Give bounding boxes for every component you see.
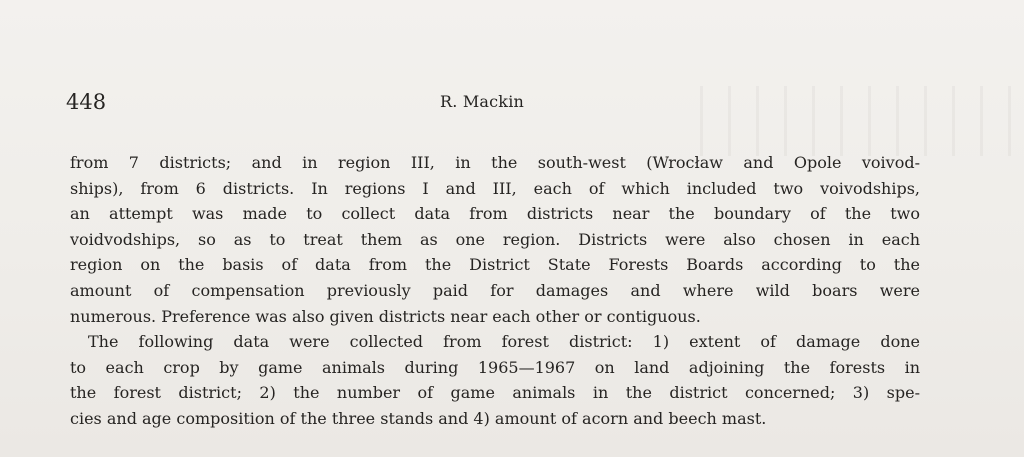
paragraph-1	[70, 150, 920, 329]
text-line: to each crop by game animals during 1965—1967 on land adjoining the forests in	[70, 357, 920, 377]
body-text	[70, 150, 920, 432]
text-line: from 7 districts; and in region III, in the south-west (Wrocław and Opole voivod-	[70, 153, 920, 172]
text-line: ships), from 6 districts. In regions I and III, each of which included two voivodships,	[70, 178, 920, 198]
text-line: voidvodships, so as to treat them as one region. Districts were also chosen in each	[70, 229, 920, 249]
text-line: cies and age composition of the three stands and 4) amount of acorn and beech mast.	[70, 408, 767, 428]
paragraph-2	[70, 329, 920, 431]
text-line: the forest district; 2) the number of game animals in the district concerned; 3) spe-	[70, 383, 920, 403]
text-line: The following data were collected from forest district: 1) extent of damage done	[88, 332, 920, 352]
running-header	[66, 88, 936, 116]
text-line: amount of compensation previously paid for damages and where wild boars were	[70, 280, 920, 300]
text-line: an attempt was made to collect data from districts near the boundary of the two	[70, 204, 920, 224]
running-header-author: R. Mackin	[440, 92, 525, 111]
page-number: 448	[66, 90, 107, 114]
text-line: region on the basis of data from the District State Forests Boards according to the	[70, 255, 920, 275]
text-line: numerous. Preference was also given districts near each other or contiguous.	[70, 306, 701, 326]
